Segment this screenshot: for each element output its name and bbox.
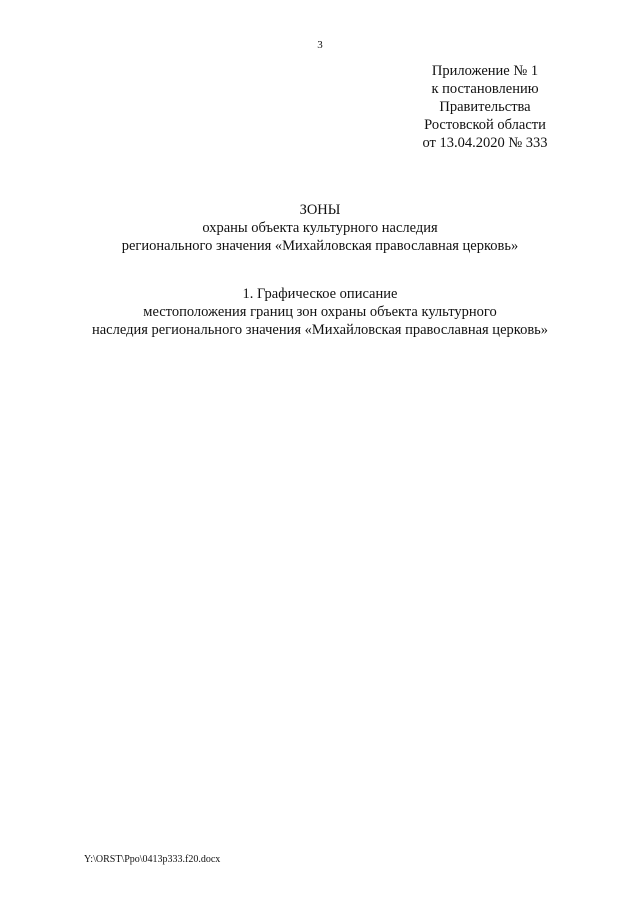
section-line: местоположения границ зон охраны объекта культурного: [143, 304, 497, 320]
footer-file-path: Y:\ORST\Ppo\0413p333.f20.docx: [84, 854, 221, 865]
appendix-line: Ростовской области: [424, 117, 546, 133]
title-line: регионального значения «Михайловская православная церковь»: [121, 238, 519, 254]
appendix-block: [385, 62, 585, 152]
appendix-line: Приложение № 1: [431, 63, 539, 79]
title-line: охраны объекта культурного наследия: [202, 220, 438, 236]
section-line: 1. Графическое описание: [242, 286, 398, 302]
section-heading: [0, 285, 640, 339]
appendix-date-line: от 13.04.2020 № 333: [422, 135, 548, 151]
title-heading: ЗОНЫ: [299, 202, 341, 218]
page-number: 3: [317, 39, 323, 51]
appendix-line: Правительства: [439, 99, 531, 115]
section-line: наследия регионального значения «Михайловская православная церковь»: [91, 322, 549, 338]
document-title: [0, 201, 640, 255]
appendix-line: к постановлению: [431, 81, 539, 97]
